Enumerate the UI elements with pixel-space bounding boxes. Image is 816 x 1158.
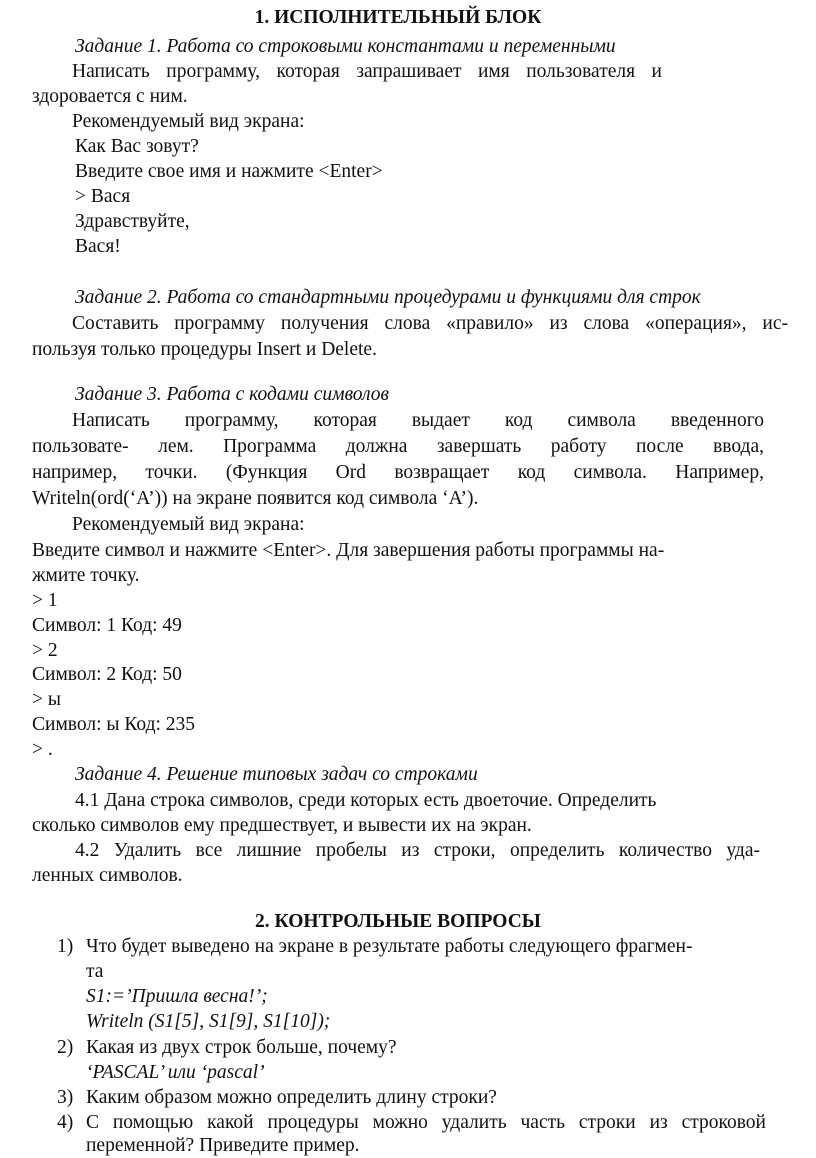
task4-title: Задание 4. Решение типовых задач со строками — [75, 764, 478, 785]
task3-title: Задание 3. Работа с кодами символов — [75, 384, 389, 405]
question-1-code: S1:=’Пришла весна!’; — [86, 986, 268, 1007]
task1-screen-label: Рекомендуемый вид экрана: — [72, 111, 305, 132]
task2-title: Задание 2. Работа со стандартными процедурами и функциями для строк — [75, 287, 701, 308]
task3-screen-line: Символ: 1 Код: 49 — [32, 615, 182, 636]
task3-screen-line: Введите символ и нажмите <Enter>. Для завершения работы программы на- — [32, 540, 665, 561]
question-1-code: Writeln (S1[5], S1[9], S1[10]); — [86, 1011, 331, 1032]
task3-screen-line: > 1 — [32, 590, 58, 611]
question-number: 2) — [57, 1037, 74, 1058]
question-2-code: ‘PASCAL’ или ‘pascal’ — [86, 1062, 265, 1083]
task3-screen-label: Рекомендуемый вид экрана: — [72, 514, 305, 535]
task3-body-line: Написать программу, которая выдает код символа введенного — [72, 410, 764, 431]
task3-screen-line: > 2 — [32, 640, 58, 661]
section-heading-execution: 1. ИСПОЛНИТЕЛЬНЫЙ БЛОК — [254, 7, 542, 28]
task1-screen-line: Вася! — [75, 236, 121, 257]
question-2-line: Какая из двух строк больше, почему? — [86, 1037, 397, 1058]
task1-body-line: здоровается с ним. — [32, 86, 188, 107]
question-1-line: та — [86, 961, 104, 982]
question-number: 3) — [57, 1087, 74, 1108]
task1-body-line: Написать программу, которая запрашивает имя пользователя и — [72, 61, 662, 82]
task1-screen-line: Введите свое имя и нажмите <Enter> — [75, 161, 383, 182]
question-4-line: С помощью какой процедуры можно удалить часть строки из строковой — [86, 1112, 766, 1133]
task3-screen-line: > ы — [32, 689, 61, 710]
task4-item1-line: сколько символов ему предшествует, и вывести их на экран. — [32, 815, 532, 836]
task1-screen-line: Здравствуйте, — [75, 211, 190, 232]
question-number: 1) — [57, 936, 74, 957]
section-heading-control-questions: 2. КОНТРОЛЬНЫЕ ВОПРОСЫ — [255, 911, 541, 932]
task4-item1-line: 4.1 Дана строка символов, среди которых есть двоеточие. Определить — [75, 790, 657, 811]
question-3-line: Каким образом можно определить длину строки? — [86, 1087, 497, 1108]
question-4-line: переменной? Приведите пример. — [86, 1135, 360, 1156]
task3-body-line: например, точки. (Функция Ord возвращает код символа. Например, — [32, 462, 764, 483]
task3-screen-line: > . — [32, 739, 53, 760]
task1-title: Задание 1. Работа со строковыми константами и переменными — [75, 36, 616, 57]
task2-body-line: пользуя только процедуры Insert и Delete. — [32, 339, 377, 360]
task4-item2-line: 4.2 Удалить все лишние пробелы из строки, определить количество уда- — [75, 840, 760, 861]
task3-screen-line: жмите точку. — [32, 565, 140, 586]
task3-screen-line: Символ: 2 Код: 50 — [32, 664, 182, 685]
task3-body-line: пользовате- лем. Программа должна завершать работу после ввода, — [32, 436, 764, 457]
question-number: 4) — [57, 1112, 74, 1133]
task1-screen-line: Как Вас зовут? — [75, 136, 199, 157]
task3-screen-line: Символ: ы Код: 235 — [32, 714, 196, 735]
task3-body-line: Writeln(ord(‘A’)) на экране появится код символа ‘A’). — [32, 488, 479, 509]
task4-item2-line: ленных символов. — [32, 865, 183, 886]
task1-screen-line: > Вася — [75, 186, 131, 207]
task2-body-line: Составить программу получения слова «правило» из слова «операция», ис- — [72, 313, 788, 334]
question-1-line: Что будет выведено на экране в результате работы следующего фрагмен- — [86, 936, 693, 957]
